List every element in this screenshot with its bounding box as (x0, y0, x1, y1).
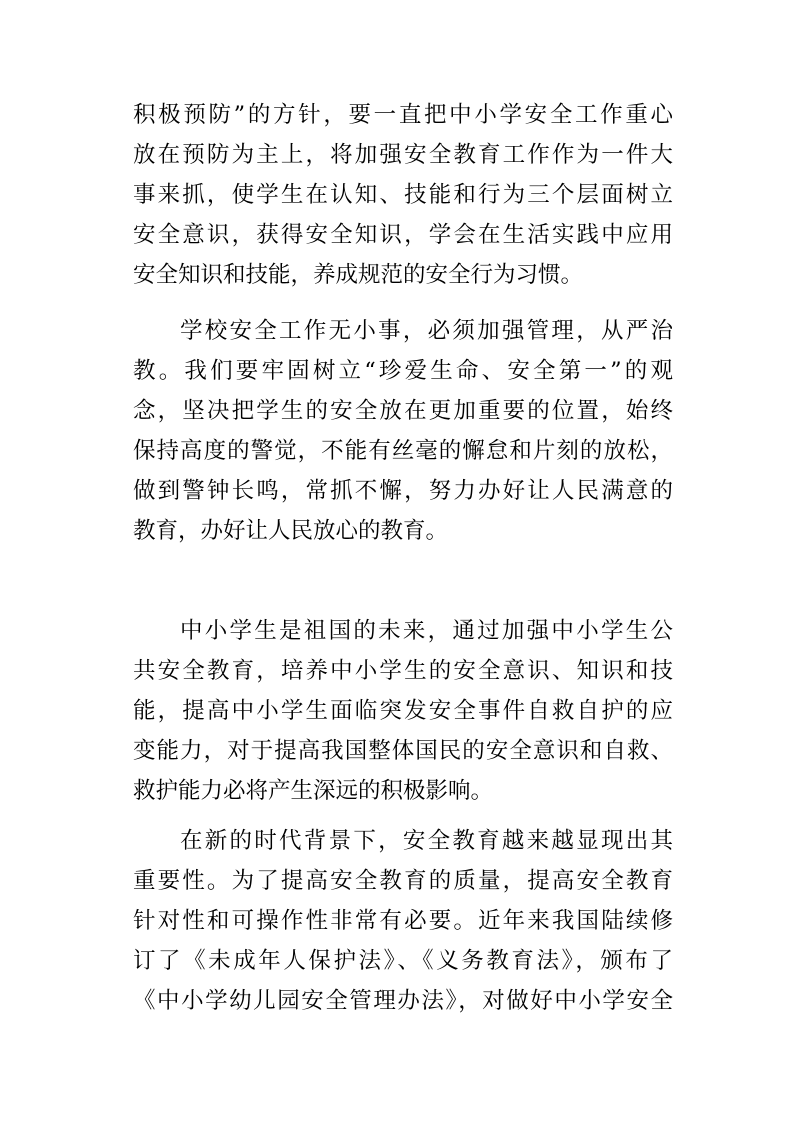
text-line: 共安全教育，培养中小学生的安全意识、知识和技 (133, 658, 673, 684)
text-line: 针对性和可操作性非常有必要。近年来我国陆续修 (133, 908, 673, 934)
text-line: 保持高度的警觉，不能有丝毫的懈怠和片刻的放松， (133, 438, 673, 464)
text-line: 念，坚决把学生的安全放在更加重要的位置，始终 (133, 398, 673, 424)
text-line: 安全知识和技能，养成规范的安全行为习惯。 (133, 262, 584, 288)
text-line: 重要性。为了提高安全教育的质量，提高安全教育 (133, 868, 673, 894)
text-line: 学校安全工作无小事，必须加强管理，从严治 (180, 318, 673, 344)
text-line: 事来抓，使学生在认知、技能和行为三个层面树立 (133, 182, 673, 208)
text-line: 救护能力必将产生深远的积极影响。 (133, 778, 494, 804)
text-line: 中小学生是祖国的未来，通过加强中小学生公 (180, 618, 673, 644)
text-line: 《中小学幼儿园安全管理办法》，对做好中小学安全 (133, 988, 673, 1014)
text-line: 积极预防”的方针，要一直把中小学安全工作重心 (133, 102, 673, 128)
text-line: 变能力，对于提高我国整体国民的安全意识和自救、 (133, 738, 673, 764)
paragraph-new-era-safety-education (133, 821, 673, 1021)
text-line: 安全意识，获得安全知识，学会在生活实践中应用 (133, 222, 673, 248)
text-line: 做到警钟长鸣，常抓不懈，努力办好让人民满意的 (133, 478, 673, 504)
text-line: 能，提高中小学生面临突发安全事件自救自护的应 (133, 698, 673, 724)
text-line: 放在预防为主上，将加强安全教育工作作为一件大 (133, 142, 673, 168)
paragraph-students-future (133, 611, 673, 811)
text-line: 教育，办好让人民放心的教育。 (133, 518, 449, 544)
text-line: 教。我们要牢固树立“珍爱生命、安全第一”的观 (133, 358, 673, 384)
paragraph-school-safety-management (133, 311, 673, 551)
paragraph-prevention-policy (133, 95, 673, 295)
text-line: 在新的时代背景下，安全教育越来越显现出其 (180, 828, 673, 854)
text-line: 订了《未成年人保护法》、《义务教育法》，颁布了 (133, 948, 673, 974)
